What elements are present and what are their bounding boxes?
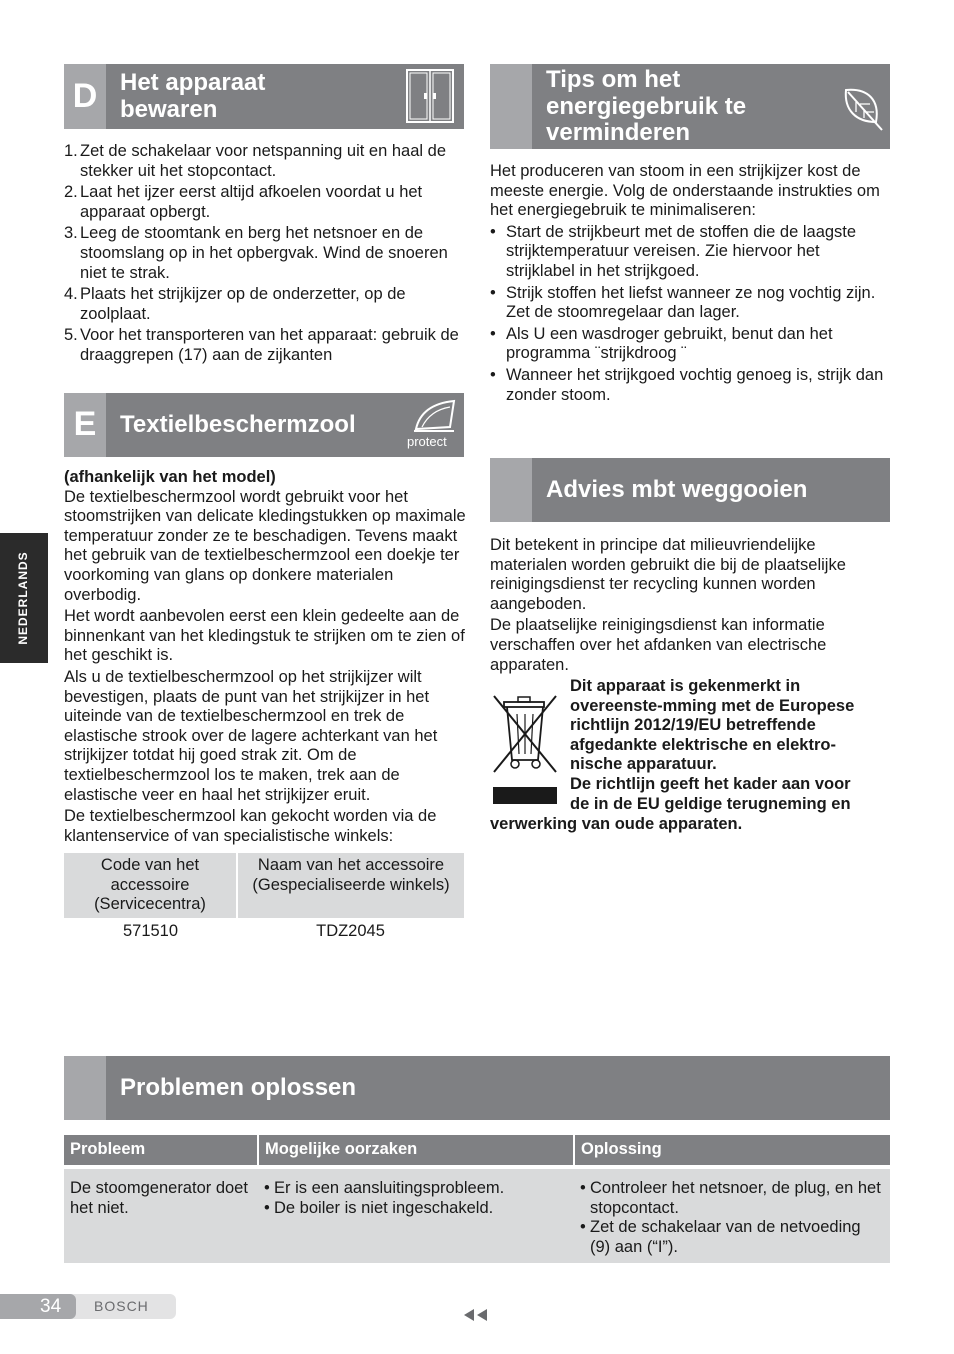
list-item: • Zet de schakelaar van de netvoeding (9) aan (“I”). bbox=[580, 1218, 884, 1257]
troubleshooting-header bbox=[64, 1056, 890, 1120]
troubleshooting-table bbox=[64, 1135, 890, 1263]
header-solution: Oplossing bbox=[574, 1135, 890, 1165]
leaf-icon bbox=[840, 82, 884, 132]
iron-protect-icon bbox=[410, 397, 460, 437]
accessory-code-header: Code van het accessoire (Servicecentra) bbox=[64, 853, 237, 918]
tips-list bbox=[490, 223, 892, 405]
tips-title: Tips om het energiegebruik te verminderen bbox=[546, 66, 747, 146]
tips-intro: Het produceren van stoom in een strijkijzer kost de meeste energie. Volg de onderstaande instrukties om het energiegebruik te minimaliseren: bbox=[490, 162, 880, 220]
list-item: • Start de strijkbeurt met de stoffen die de laagste strijktemperatuur vereisen. Zie hiervoor het strijklabel in het strijkgoed. bbox=[490, 223, 892, 282]
accessory-table bbox=[64, 853, 464, 945]
problem-cell: De stoomgenerator doet het niet. bbox=[64, 1169, 258, 1263]
brand-label: BOSCH bbox=[94, 1298, 149, 1314]
table-row bbox=[64, 1169, 890, 1263]
accessory-name: TDZ2045 bbox=[316, 921, 385, 940]
table-row bbox=[64, 918, 464, 946]
header-causes: Mogelijke oorzaken bbox=[258, 1135, 574, 1165]
list-item: • Als U een wasdroger gebruikt, benut dan het programma ¨strijkdroog ¨ bbox=[490, 325, 892, 364]
section-e-body bbox=[64, 468, 468, 846]
paragraph: Als u de textielbeschermzool op het strijkijzer wilt bevestigen, plaats de punt van het strijkijzer in het uiteinde van de textielbeschermzool en trek de elastische strook over de lagere achterkant van het strijkijzer totdat hij goed strak zit. Om de textielbeschermzool los te maken, trek aan de elastische veer en haal het strijkijzer eruit. bbox=[64, 667, 438, 804]
rewind-icon[interactable] bbox=[462, 1307, 490, 1323]
language-side-tab bbox=[0, 533, 48, 663]
section-letter-e: E bbox=[64, 393, 106, 457]
crossed-bin-icon bbox=[490, 692, 560, 774]
wardrobe-icon bbox=[404, 67, 458, 125]
causes-cell bbox=[258, 1169, 574, 1263]
paragraph: Het wordt aanbevolen eerst een klein gedeelte aan de binnenkant van het kledingstuk te strijken om te zien of het geschikt is. bbox=[64, 607, 465, 665]
header-problem: Probleem bbox=[64, 1135, 258, 1165]
disposal-title: Advies mbt weggooien bbox=[546, 476, 808, 503]
section-letter-d: D bbox=[64, 64, 106, 129]
model-note: (afhankelijk van het model) bbox=[64, 468, 276, 486]
paragraph: Dit betekent in principe dat milieuvriendelijke materialen worden gebruikt die bij de plaatselijke reinigingsdienst ter recycling kunnen worden aangeboden. bbox=[490, 536, 846, 613]
paragraph: De textielbeschermzool wordt gebruikt voor het stoomstrijken van delicate kledingstukken op maximale temperatuur zonder ze te beschadigen. Tevens maakt het gebruik van de textielbeschermzool een doekje ter voorkoming van glans op donkere materialen overbodig. bbox=[64, 487, 466, 604]
page-number: 34 bbox=[40, 1296, 62, 1317]
tips-header-tab bbox=[490, 64, 532, 149]
list-item: 1. Zet de schakelaar voor netspanning uit en haal de stekker uit het stopcontact. bbox=[64, 142, 446, 180]
troubleshooting-header-tab bbox=[64, 1056, 106, 1120]
list-item: • Wanneer het strijkgoed vochtig genoeg is, strijk dan zonder stoom. bbox=[490, 366, 892, 405]
section-e-title: Textielbeschermzool bbox=[120, 411, 356, 438]
protect-label: protect bbox=[407, 434, 447, 449]
list-item: • Er is een aansluitingsprobleem. bbox=[264, 1179, 568, 1199]
paragraph: De plaatselijke reinigingsdienst kan informatie verschaffen over het afdanken van electrische apparaten. bbox=[490, 616, 827, 674]
accessory-code: 571510 bbox=[122, 921, 179, 940]
section-e-header bbox=[64, 393, 464, 457]
paragraph: De textielbeschermzool kan gekocht worden via de klantenservice of van specialistische winkels: bbox=[64, 807, 437, 845]
disposal-header bbox=[490, 458, 890, 522]
tips-header bbox=[490, 64, 890, 149]
troubleshooting-title: Problemen oplossen bbox=[120, 1074, 357, 1101]
section-d-body bbox=[64, 142, 466, 366]
disposal-header-tab bbox=[490, 458, 532, 522]
list-item: • Strijk stoffen het liefst wanneer ze nog vochtig zijn. Zet de stoomregelaar dan lager. bbox=[490, 284, 892, 323]
weee-statement: Dit apparaat is gekenmerkt in overeenste-mming met de Europese richtlijn 2012/19/EU betreffende afgedankte elektrische en elektro- nische apparatuur. De richtlijn geeft het kader aan voor de in de EU geldige terugneming en bbox=[570, 677, 855, 813]
section-d-header bbox=[64, 64, 464, 129]
list-item: • Controleer het netsnoer, de plug, en het stopcontact. bbox=[580, 1179, 884, 1218]
disposal-body bbox=[490, 536, 892, 675]
tips-body bbox=[490, 162, 892, 405]
language-label: NEDERLANDS bbox=[16, 551, 31, 645]
weee-black-bar bbox=[493, 787, 557, 804]
section-d-title: Het apparaat bewaren bbox=[120, 69, 266, 123]
list-item: 4. Plaats het strijkijzer op de onderzetter, op de zoolplaat. bbox=[64, 285, 406, 323]
page-number-box bbox=[0, 1294, 76, 1319]
list-item: • De boiler is niet ingeschakeld. bbox=[264, 1199, 568, 1219]
solution-cell bbox=[574, 1169, 890, 1263]
weee-statement-end: verwerking van oude apparaten. bbox=[490, 815, 743, 833]
storage-steps bbox=[64, 142, 466, 366]
list-item: 5. Voor het transporteren van het apparaat: gebruik de draaggrepen (17) aan de zijkanten bbox=[64, 326, 459, 364]
accessory-name-header: Naam van het accessoire (Gespecialiseerde winkels) bbox=[237, 853, 464, 918]
list-item: 2. Laat het ijzer eerst altijd afkoelen voordat u het apparaat opbergt. bbox=[64, 183, 423, 221]
list-item: 3. Leeg de stoomtank en berg het netsnoer en de stoomslang op in het opbergvak. Wind de snoeren niet te strak. bbox=[64, 224, 448, 282]
